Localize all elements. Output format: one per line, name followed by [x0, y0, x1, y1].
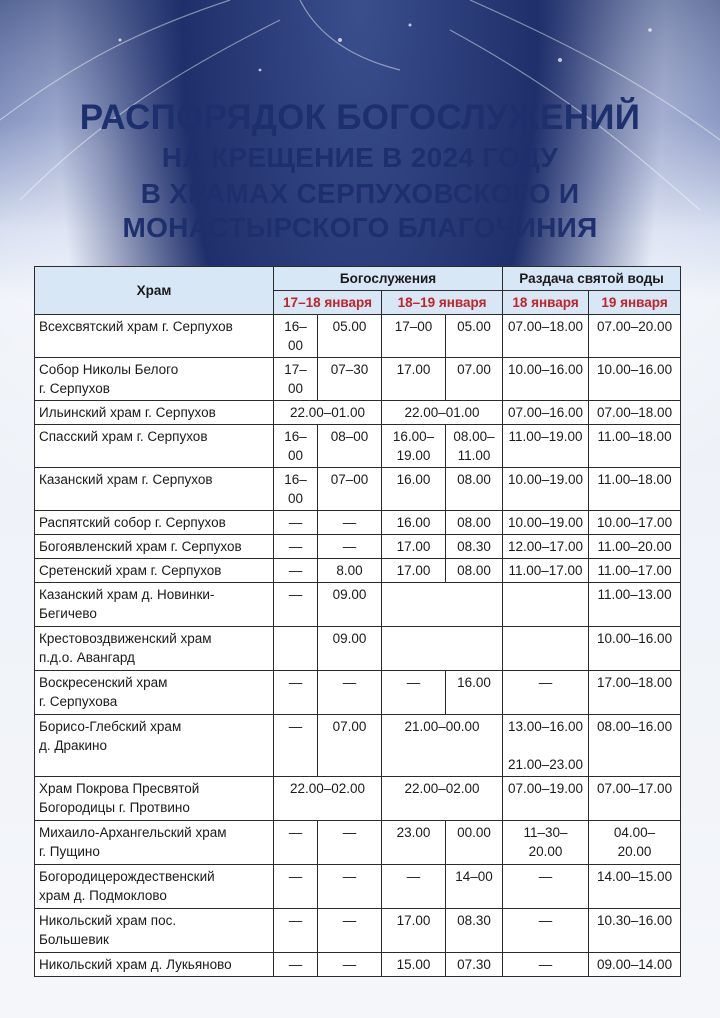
cell-name: Распятский собор г. Серпухов	[35, 511, 274, 535]
cell-name: Храм Покрова Пресвятой Богородицы г. Протвино	[35, 777, 274, 821]
cell-d: 16.00	[446, 671, 503, 715]
cell-a: —	[274, 671, 318, 715]
cell-a: —	[274, 953, 318, 977]
cell-e: 10.00–19.00	[503, 511, 589, 535]
cell-e: 07.00–19.00	[503, 777, 589, 821]
schedule-body	[35, 315, 681, 977]
title-line-2: НА КРЕЩЕНИЕ В 2024 ГОДУ	[161, 142, 559, 173]
cell-e: 07.00–16.00	[503, 401, 589, 425]
cell-d: 08.00	[446, 511, 503, 535]
cell-f: 09.00–14.00	[589, 953, 681, 977]
header-date-19: 19 января	[589, 291, 681, 315]
cell-name: Сретенский храм г. Серпухов	[35, 559, 274, 583]
table-row	[35, 715, 681, 777]
cell-name: Казанский храм д. Новинки- Бегичево	[35, 583, 274, 627]
cell-f: 07.00–20.00	[589, 315, 681, 358]
table-row	[35, 865, 681, 909]
cell-name: Всехсвятский храм г. Серпухов	[35, 315, 274, 358]
cell-f: 10.00–16.00	[589, 627, 681, 671]
cell-name: Воскресенский храм г. Серпухова	[35, 671, 274, 715]
cell-b: —	[318, 535, 382, 559]
cell-f: 11.00–13.00	[589, 583, 681, 627]
cell-a: 17–00	[274, 358, 318, 401]
cell-e: —	[503, 671, 589, 715]
cell-name: Собор Николы Белого г. Серпухов	[35, 358, 274, 401]
cell-e: 12.00–17.00	[503, 535, 589, 559]
table-row	[35, 821, 681, 865]
cell-f: 10.30–16.00	[589, 909, 681, 953]
cell-f: 11.00–18.00	[589, 425, 681, 468]
cell-a: —	[274, 511, 318, 535]
cell-f: 11.00–17.00	[589, 559, 681, 583]
table-row	[35, 627, 681, 671]
header-date-18-19: 18–19 января	[382, 291, 503, 315]
cell-name: Никольский храм пос. Большевик	[35, 909, 274, 953]
cell-c: 23.00	[382, 821, 446, 865]
cell-c: 17–00	[382, 315, 446, 358]
cell-c: 16.00– 19.00	[382, 425, 446, 468]
table-row	[35, 559, 681, 583]
cell-name: Богоявленский храм г. Серпухов	[35, 535, 274, 559]
cell-e: 11.00–19.00	[503, 425, 589, 468]
cell-a: 16–00	[274, 315, 318, 358]
cell-b: —	[318, 821, 382, 865]
cell-a: —	[274, 559, 318, 583]
cell-a: —	[274, 865, 318, 909]
cell-b: —	[318, 671, 382, 715]
cell-a: —	[274, 535, 318, 559]
cell-cd	[382, 583, 503, 627]
cell-f: 07.00–17.00	[589, 777, 681, 821]
cell-d: 08.00– 11.00	[446, 425, 503, 468]
cell-c: 16.00	[382, 511, 446, 535]
schedule-table	[34, 266, 681, 977]
cell-d: 07.30	[446, 953, 503, 977]
cell-f: 11.00–20.00	[589, 535, 681, 559]
cell-b: —	[318, 909, 382, 953]
cell-e: 13.00–16.00 21.00–23.00	[503, 715, 589, 777]
cell-d: 07.00	[446, 358, 503, 401]
header-services: Богослужения	[274, 267, 503, 291]
table-row	[35, 535, 681, 559]
cell-e: 11.00–17.00	[503, 559, 589, 583]
cell-c: 16.00	[382, 468, 446, 511]
table-row	[35, 358, 681, 401]
cell-b: 07–00	[318, 468, 382, 511]
cell-f: 17.00–18.00	[589, 671, 681, 715]
cell-cd	[382, 627, 503, 671]
table-row	[35, 953, 681, 977]
table-row	[35, 401, 681, 425]
cell-b: 09.00	[318, 627, 382, 671]
title-line-3: В ХРАМАХ СЕРПУХОВСКОГО И	[140, 178, 580, 209]
cell-c: 17.00	[382, 358, 446, 401]
cell-cd: 22.00–01.00	[382, 401, 503, 425]
table-row	[35, 671, 681, 715]
cell-d: 08.30	[446, 535, 503, 559]
cell-e	[503, 627, 589, 671]
cell-c: 17.00	[382, 559, 446, 583]
cell-e: —	[503, 953, 589, 977]
cell-e: 11–30–20.00	[503, 821, 589, 865]
cell-e: 10.00–19.00	[503, 468, 589, 511]
cell-e: 07.00–18.00	[503, 315, 589, 358]
cell-e: —	[503, 909, 589, 953]
cell-b: 09.00	[318, 583, 382, 627]
title-line-1: РАСПОРЯДОК БОГОСЛУЖЕНИЙ	[79, 98, 641, 137]
cell-c: 17.00	[382, 909, 446, 953]
header-date-17-18: 17–18 января	[274, 291, 382, 315]
cell-cd: 21.00–00.00	[382, 715, 503, 777]
cell-name: Михаило-Архангельский храм г. Пущино	[35, 821, 274, 865]
cell-f: 04.00– 20.00	[589, 821, 681, 865]
cell-ab: 22.00–02.00	[274, 777, 382, 821]
cell-a: 16–00	[274, 425, 318, 468]
cell-a: —	[274, 909, 318, 953]
cell-f: 10.00–17.00	[589, 511, 681, 535]
cell-e: 10.00–16.00	[503, 358, 589, 401]
table-row	[35, 511, 681, 535]
cell-f: 14.00–15.00	[589, 865, 681, 909]
cell-d: 08.00	[446, 468, 503, 511]
cell-a: 16–00	[274, 468, 318, 511]
table-row	[35, 425, 681, 468]
cell-a	[274, 627, 318, 671]
cell-b: 07.00	[318, 715, 382, 777]
cell-f: 10.00–16.00	[589, 358, 681, 401]
cell-f: 07.00–18.00	[589, 401, 681, 425]
table-row	[35, 315, 681, 358]
cell-b: —	[318, 865, 382, 909]
cell-d: 05.00	[446, 315, 503, 358]
header-water: Раздача святой воды	[503, 267, 681, 291]
cell-d: 14–00	[446, 865, 503, 909]
cell-f: 11.00–18.00	[589, 468, 681, 511]
cell-b: 05.00	[318, 315, 382, 358]
header-church: Храм	[35, 267, 274, 315]
table-row	[35, 777, 681, 821]
cell-f: 08.00–16.00	[589, 715, 681, 777]
cell-c: 15.00	[382, 953, 446, 977]
table-row	[35, 468, 681, 511]
cell-d: 00.00	[446, 821, 503, 865]
cell-b: —	[318, 953, 382, 977]
cell-b: 07–30	[318, 358, 382, 401]
cell-ab: 22.00–01.00	[274, 401, 382, 425]
cell-b: —	[318, 511, 382, 535]
cell-d: 08.30	[446, 909, 503, 953]
cell-a: —	[274, 583, 318, 627]
cell-name: Никольский храм д. Лукьяново	[35, 953, 274, 977]
cell-a: —	[274, 715, 318, 777]
cell-name: Ильинский храм г. Серпухов	[35, 401, 274, 425]
cell-a: —	[274, 821, 318, 865]
table-row	[35, 909, 681, 953]
title-line-4: МОНАСТЫРСКОГО БЛАГОЧИНИЯ	[122, 212, 598, 243]
cell-cd: 22.00–02.00	[382, 777, 503, 821]
cell-name: Борисо-Глебский храм д. Дракино	[35, 715, 274, 777]
cell-c: —	[382, 671, 446, 715]
cell-b: 8.00	[318, 559, 382, 583]
cell-name: Богородицерождественский храм д. Подмоклово	[35, 865, 274, 909]
cell-name: Крестовоздвиженский храм п.д.о. Авангард	[35, 627, 274, 671]
cell-c: —	[382, 865, 446, 909]
cell-name: Спасский храм г. Серпухов	[35, 425, 274, 468]
cell-c: 17.00	[382, 535, 446, 559]
cell-name: Казанский храм г. Серпухов	[35, 468, 274, 511]
cell-b: 08–00	[318, 425, 382, 468]
cell-e: —	[503, 865, 589, 909]
cell-d: 08.00	[446, 559, 503, 583]
header-date-18: 18 января	[503, 291, 589, 315]
cell-e	[503, 583, 589, 627]
table-row	[35, 583, 681, 627]
